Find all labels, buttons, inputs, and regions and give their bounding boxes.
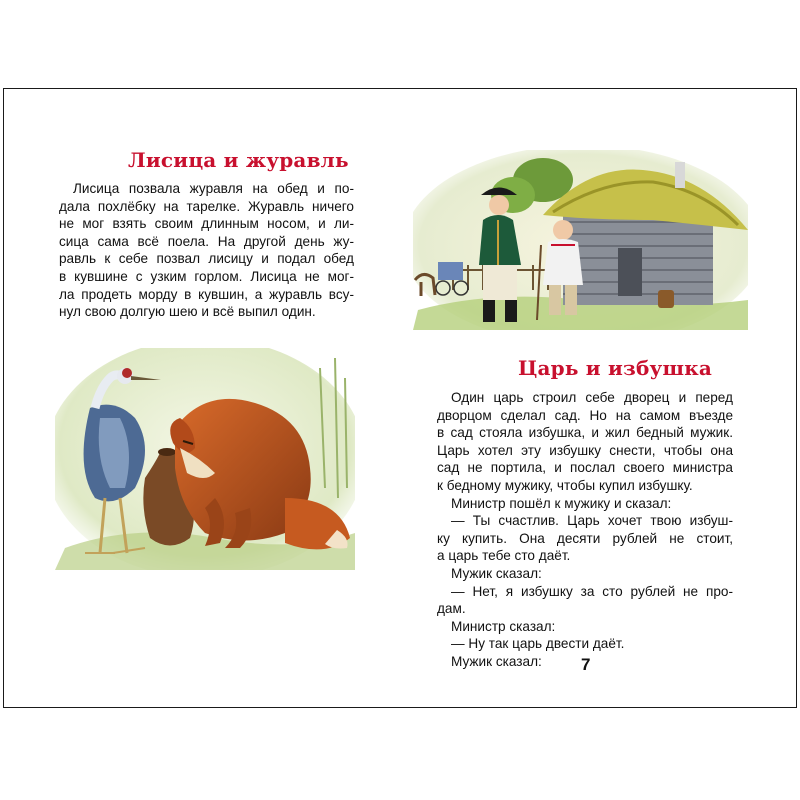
left-story-title: Лисица и журавль [128, 148, 349, 172]
text-line: Царь хотел эту избушку снести, чтобы она [437, 442, 733, 458]
text-line: Мужик сказал: [451, 565, 542, 581]
page-number: 7 [581, 655, 591, 674]
text-line: сад не портила, и послал своего министра [437, 460, 733, 476]
left-story-text [59, 180, 354, 321]
text-line: Лисица позвала журавля на обед и по- [73, 181, 354, 196]
text-line: к бедному мужику, чтобы купил избушку. [437, 477, 693, 493]
right-story-title: Царь и избушка [518, 356, 713, 380]
text-line: Один царь строил себе дворец и перед [451, 390, 733, 405]
text-line: нул свою долгую шею и всё выпил один. [59, 304, 316, 320]
text-line: а царь тебе сто даёт. [437, 548, 571, 564]
text-line: дам. [437, 601, 466, 617]
text-line: ла продеть морду в кувшин, а журавль всу- [59, 286, 354, 302]
text-line: Министр сказал: [451, 618, 556, 634]
text-line: Мужик сказал: [451, 653, 542, 669]
text-line: — Нет, я избушку за сто рублей не про- [451, 583, 733, 599]
text-line: в сад стояла избушка, и жил бедный мужик. [437, 425, 733, 441]
crane-fox-illustration [55, 348, 355, 570]
text-line: не мог взять своим длинным носом, и ли- [59, 216, 354, 232]
text-line: равль к себе позвал лисицу и подал обед [59, 251, 354, 267]
text-line: в кувшине с узким горлом. Лисица не мог- [59, 268, 354, 284]
right-story-text [437, 389, 733, 671]
text-line: Министр пошёл к мужику и сказал: [451, 495, 672, 511]
text-line: дала похлёбку на тарелке. Журавль ничего [59, 198, 354, 214]
text-line: — Ты счастлив. Царь хочет твою избуш- [451, 513, 733, 529]
text-line: сица сама всё поела. На другой день жу- [59, 233, 354, 249]
text-line: ку купить. Она десяти рублей не стоит, [437, 530, 733, 546]
text-line: дворцом сделал сад. Но на самом въезде [437, 407, 733, 423]
tsar-hut-illustration [413, 150, 748, 330]
text-line: — Ну так царь двести даёт. [451, 636, 625, 652]
